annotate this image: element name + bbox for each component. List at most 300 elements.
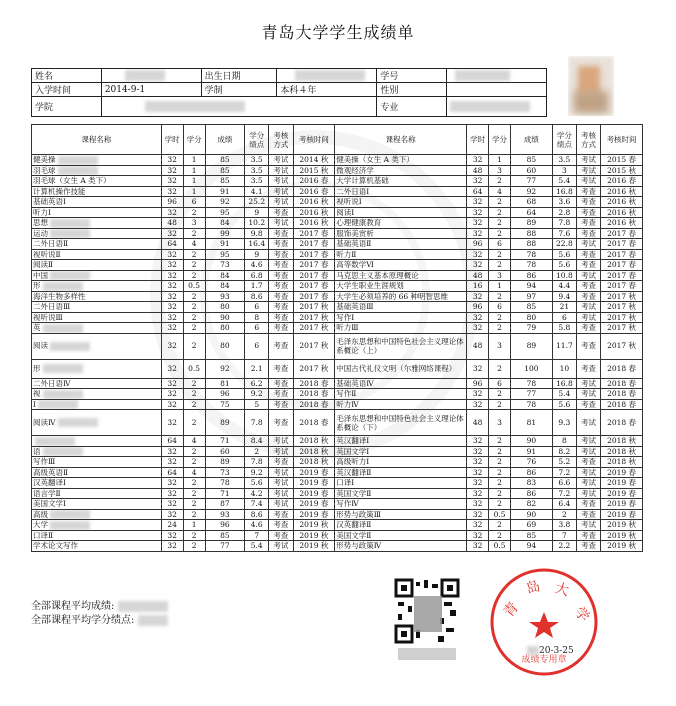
cell-s: 91 [205,186,245,197]
table-row [32,281,643,292]
cell-g: 7 [245,530,269,541]
cell-c: 2 [489,312,511,323]
cell-s: 89 [205,457,245,468]
cell-m: 考查 [576,260,600,271]
course-name [32,359,162,378]
cell-t: 2015 秋 [293,165,335,176]
course-name [335,155,467,166]
course-name [32,312,162,323]
cell-t: 2017 秋 [601,323,643,334]
cell-s: 77 [511,389,553,400]
grades-table [31,124,643,552]
cell-g: 8.4 [245,436,269,447]
cell-c: 2 [183,323,205,334]
cell-h: 32 [161,260,183,271]
table-row [32,499,643,510]
cell-c: 4 [183,436,205,447]
course-name [335,541,467,552]
cell-m: 考查 [269,333,293,359]
course-name-text: 美国文学Ⅰ [33,499,66,508]
cell-t: 2016 春 [601,176,643,187]
cell-h: 32 [161,530,183,541]
table-row [32,186,643,197]
cell-s: 83 [511,478,553,489]
birth-label: 出生日期 [201,69,277,83]
cell-h: 48 [467,333,489,359]
cell-t: 2018 秋 [601,446,643,457]
cell-g: 9.8 [245,228,269,239]
cell-s: 85 [511,302,553,313]
cell-h: 32 [161,291,183,302]
cell-g: 9.4 [552,291,576,302]
cell-h: 32 [467,228,489,239]
table-row [32,302,643,313]
cell-c: 0.5 [183,359,205,378]
cell-s: 86 [511,488,553,499]
cell-c: 2 [489,436,511,447]
cell-m: 考查 [269,457,293,468]
course-name [335,488,467,499]
course-name [335,239,467,250]
course-name-text: 形势与政策Ⅲ [336,509,381,519]
qr-code [394,578,460,662]
cell-s: 84 [205,218,245,229]
cell-h: 48 [161,218,183,229]
cell-g: 25.2 [245,197,269,208]
cell-h: 32 [467,176,489,187]
table-row [32,399,643,410]
cell-c: 2 [183,207,205,218]
cell-s: 69 [511,520,553,531]
cell-s: 93 [205,291,245,302]
cell-c: 1 [183,186,205,197]
cell-g: 6.2 [245,378,269,389]
cell-c: 1 [183,155,205,166]
cell-g: 9.2 [245,389,269,400]
cell-g: 4.6 [245,260,269,271]
cell-t: 2017 春 [293,270,335,281]
cell-t: 2018 秋 [601,457,643,468]
cell-s: 71 [205,436,245,447]
cell-m: 考查 [269,228,293,239]
course-name-text: 毛泽东思想和中国特色社会主义理论体系概论（上） [336,337,464,355]
document-title: 青岛大学学生成绩单 [261,23,415,42]
major-value [447,97,547,117]
cell-m: 考查 [269,520,293,531]
course-name [32,399,162,410]
cell-g: 2 [245,446,269,457]
cell-c: 2 [489,478,511,489]
cell-s: 81 [205,378,245,389]
cell-g: 7.8 [245,410,269,436]
cell-c: 6 [489,378,511,389]
course-name-text: 运动 [33,228,48,238]
cell-s: 86 [511,270,553,281]
cell-t: 2018 春 [601,378,643,389]
course-name [32,323,162,334]
cell-s: 85 [511,155,553,166]
course-name-text: 高等数学Ⅵ [336,260,374,270]
table-row [32,410,643,436]
table-row [32,291,643,302]
cell-c: 6 [489,302,511,313]
table-row [32,207,643,218]
cell-m: 考查 [576,359,600,378]
cell-t: 2016 秋 [601,207,643,218]
course-name-text: 健美操 [33,155,56,164]
cell-s: 78 [205,478,245,489]
cell-s: 68 [511,197,553,208]
course-name-text: 羽毛球（女生 A 类下） [33,176,111,185]
cell-h: 32 [161,359,183,378]
cell-t: 2017 春 [601,249,643,260]
cell-s: 60 [511,165,553,176]
table-row [32,323,643,334]
course-name [335,197,467,208]
cell-h: 32 [467,218,489,229]
cell-h: 32 [161,155,183,166]
cell-h: 32 [467,389,489,400]
column-header: 学分绩点 [552,125,576,155]
cell-c: 2 [183,249,205,260]
cell-m: 考试 [269,467,293,478]
table-row [32,446,643,457]
cell-t: 2014 秋 [293,155,335,166]
column-header: 成绩 [205,125,245,155]
course-name-text: 海洋生物多样性 [33,291,86,301]
course-name-text: 写作Ⅰ [336,312,355,322]
cell-g: 9.3 [552,410,576,436]
cell-g: 3.5 [245,165,269,176]
cell-s: 94 [511,281,553,292]
enroll-value: 2014-9-1 [101,83,201,97]
cell-g: 5.6 [245,478,269,489]
cell-s: 92 [205,359,245,378]
cell-c: 3 [183,218,205,229]
cell-h: 32 [161,399,183,410]
cell-h: 32 [161,207,183,218]
cell-m: 考试 [269,478,293,489]
cell-g: 2 [552,509,576,520]
course-name [335,457,467,468]
cell-m: 考查 [576,323,600,334]
cell-m: 考试 [576,176,600,187]
cell-m: 考查 [576,249,600,260]
course-name [335,499,467,510]
seal-char-1: 青 [500,599,523,621]
course-name-text: 高级听力Ⅰ [336,457,370,467]
cell-s: 100 [511,359,553,378]
cell-s: 89 [205,410,245,436]
cell-m: 考试 [269,541,293,552]
column-header: 考核方式 [576,125,600,155]
column-header: 学分绩点 [245,125,269,155]
cell-c: 1 [489,281,511,292]
cell-m: 考查 [269,359,293,378]
cell-s: 86 [511,467,553,478]
course-name-text: 服饰美赏析 [336,228,374,238]
course-name-text: 英汉翻译Ⅰ [336,436,370,446]
cell-s: 82 [511,499,553,510]
course-name [32,249,162,260]
course-name [335,207,467,218]
cell-g: 16.8 [552,378,576,389]
cell-h: 32 [467,312,489,323]
cell-h: 32 [467,436,489,447]
course-name-text: 中国古代礼仪文明（尔雅网络课程） [336,364,457,373]
cell-t: 2017 春 [601,239,643,250]
table-row [32,165,643,176]
cell-g: 2.1 [245,359,269,378]
course-name-text: 汉英翻译Ⅱ [336,520,372,530]
cell-c: 2 [489,291,511,302]
cell-c: 2 [183,410,205,436]
column-header: 考核时间 [293,125,335,155]
cell-t: 2016 春 [293,186,335,197]
cell-g: 4.4 [552,281,576,292]
table-row [32,270,643,281]
course-name [32,270,162,281]
cell-s: 85 [511,530,553,541]
college-value [101,97,377,117]
cell-c: 3 [489,270,511,281]
cell-s: 97 [511,291,553,302]
course-name-text: 视听说Ⅲ [33,312,63,322]
cell-g: 6.6 [552,478,576,489]
course-name [32,467,162,478]
avg-gpa-label: 全部课程平均学分绩点: [31,615,135,626]
cell-m: 考查 [576,281,600,292]
cell-m: 考试 [576,436,600,447]
cell-s: 79 [511,323,553,334]
course-name [335,260,467,271]
course-name-text: 形 [33,363,41,373]
summary-block [31,600,168,628]
cell-g: 5.6 [552,399,576,410]
cell-h: 32 [467,488,489,499]
cell-g: 5.6 [552,249,576,260]
cell-s: 91 [511,446,553,457]
cell-s: 60 [205,446,245,457]
cell-t: 2019 春 [293,467,335,478]
cell-c: 3 [489,165,511,176]
cell-s: 80 [205,302,245,313]
cell-g: 22.8 [552,239,576,250]
course-name [335,530,467,541]
cell-g: 5 [245,399,269,410]
cell-s: 78 [511,260,553,271]
course-name [32,228,162,239]
course-name [335,281,467,292]
course-name-text: 阅读 [33,341,48,351]
table-row [32,312,643,323]
course-name [32,207,162,218]
course-name [32,155,162,166]
cell-s: 84 [205,270,245,281]
cell-c: 6 [183,197,205,208]
cell-h: 32 [161,281,183,292]
table-row [32,530,643,541]
cell-m: 考查 [576,228,600,239]
cell-g: 7 [552,530,576,541]
cell-s: 87 [205,499,245,510]
cell-g: 6 [245,323,269,334]
table-row [32,520,643,531]
cell-h: 32 [161,541,183,552]
cell-m: 考试 [269,446,293,457]
cell-c: 1 [183,176,205,187]
grades-body [32,155,643,552]
cell-s: 73 [205,467,245,478]
cell-t: 2017 秋 [601,333,643,359]
course-name [32,176,162,187]
course-name [32,520,162,531]
cell-m: 考查 [269,389,293,400]
course-name [335,333,467,359]
cell-h: 32 [467,155,489,166]
cell-m: 考试 [576,467,600,478]
course-name [32,488,162,499]
cell-t: 2017 春 [293,281,335,292]
cell-t: 2018 秋 [293,436,335,447]
cell-s: 95 [205,207,245,218]
column-header: 学时 [467,125,489,155]
cell-c: 0.5 [489,509,511,520]
cell-m: 考查 [269,530,293,541]
cell-c: 3 [489,333,511,359]
gender-value [447,83,547,97]
cell-c: 2 [489,359,511,378]
student-photo [568,56,614,116]
course-name-text: 视听说Ⅱ [33,249,61,259]
cell-h: 32 [161,228,183,239]
cell-m: 考查 [269,399,293,410]
cell-g: 5.2 [552,457,576,468]
cell-h: 32 [467,467,489,478]
cell-s: 76 [511,457,553,468]
course-name [335,291,467,302]
cell-h: 32 [467,520,489,531]
cell-c: 2 [183,333,205,359]
cell-s: 90 [205,312,245,323]
course-name-text: 基础英语Ⅰ [33,197,66,206]
cell-t: 2018 秋 [601,436,643,447]
cell-c: 2 [183,260,205,271]
course-name [32,530,162,541]
cell-m: 考试 [269,499,293,510]
course-name-text: 大学生职业生涯规划 [336,281,404,291]
table-row [32,155,643,166]
cell-m: 考查 [576,499,600,510]
cell-h: 32 [161,333,183,359]
column-header: 学时 [161,125,183,155]
cell-c: 2 [489,207,511,218]
course-name [335,399,467,410]
cell-h: 32 [161,186,183,197]
course-name-text: 英国文学Ⅰ [336,446,370,456]
cell-t: 2019 秋 [293,520,335,531]
cell-h: 32 [467,509,489,520]
cell-s: 85 [205,530,245,541]
course-name-text: 英国文学Ⅱ [336,488,372,498]
cell-s: 77 [205,541,245,552]
cell-h: 96 [161,197,183,208]
course-name-text: 写作Ⅱ [336,389,357,399]
cell-c: 2 [489,323,511,334]
course-name [32,197,162,208]
course-name [335,228,467,239]
cell-c: 2 [489,520,511,531]
course-name [32,333,162,359]
cell-s: 91 [205,239,245,250]
cell-g: 3.5 [245,155,269,166]
cell-m: 考查 [269,260,293,271]
course-name [32,389,162,400]
course-name-text: 思想 [33,218,48,227]
cell-g: 16.8 [552,186,576,197]
course-name-text: 健美操（女生 A 类下） [336,155,414,165]
course-name-text: 英 [33,323,41,332]
cell-h: 32 [467,399,489,410]
course-name [335,165,467,176]
column-header: 成绩 [511,125,553,155]
course-name [32,186,162,197]
cell-c: 2 [183,291,205,302]
cell-t: 2017 秋 [601,302,643,313]
seal-star-icon [529,612,559,638]
course-name [335,378,467,389]
cell-m: 考试 [269,488,293,499]
cell-s: 95 [205,249,245,260]
cell-h: 32 [161,499,183,510]
cell-c: 2 [183,478,205,489]
cell-s: 89 [511,333,553,359]
seal-char-4: 学 [570,604,593,626]
cell-c: 2 [489,218,511,229]
cell-g: 3 [552,165,576,176]
official-seal [488,566,600,678]
cell-t: 2017 秋 [293,359,335,378]
cell-h: 32 [161,270,183,281]
cell-h: 48 [467,165,489,176]
system-value: 本科４年 [277,83,377,97]
cell-g: 7.8 [245,457,269,468]
course-name-text: 高级英语Ⅱ [33,467,69,477]
course-name [335,186,467,197]
cell-t: 2018 秋 [293,446,335,457]
course-name [335,410,467,436]
cell-t: 2017 秋 [601,291,643,302]
cell-g: 2.2 [552,541,576,552]
course-name-text: 心理健康教育 [336,218,382,228]
course-name [32,499,162,510]
cell-c: 0.5 [183,281,205,292]
seal-char-3: 大 [552,580,571,600]
cell-t: 2017 秋 [293,333,335,359]
cell-m: 考查 [269,378,293,389]
cell-t: 2019 秋 [601,520,643,531]
cell-g: 9 [245,207,269,218]
cell-c: 2 [183,499,205,510]
cell-g: 3.8 [552,520,576,531]
course-name [335,323,467,334]
course-name-text: 听力Ⅳ [336,399,359,409]
cell-t: 2017 春 [601,260,643,271]
course-name-text: 听力Ⅰ [33,207,51,217]
college-label: 学院 [32,97,102,117]
cell-s: 88 [511,228,553,239]
cell-t: 2018 春 [293,399,335,410]
